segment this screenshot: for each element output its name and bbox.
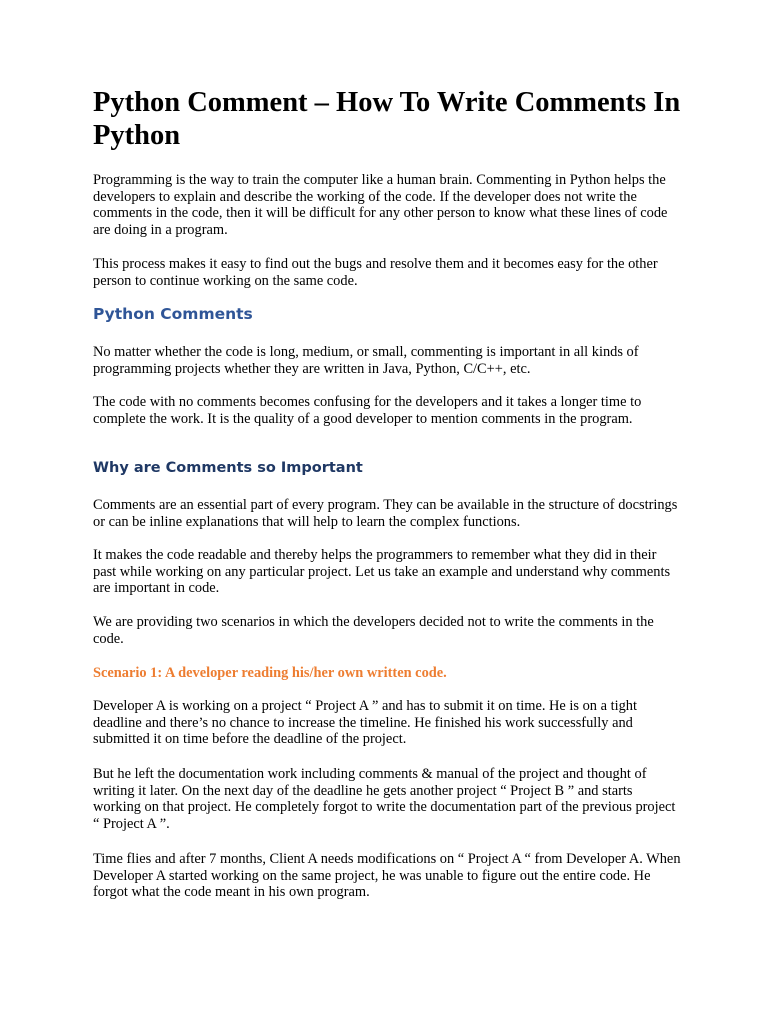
intro-paragraph-2: This process makes it easy to find out the bugs and resolve them and it becomes easy for the other person to continue working on the same code. <box>93 256 658 289</box>
scenario1-heading: Scenario 1: A developer reading his/her own written code. <box>93 665 447 681</box>
section-heading-why-important: Why are Comments so Important <box>93 460 363 476</box>
scenario1-paragraph-3: Time flies and after 7 months, Client A needs modifications on “ Project A “ from Developer A. When Developer A started working on the same project, he was unable to figure out the entire code. He forgot what the code meant in his own program. <box>93 851 681 901</box>
section-heading-python-comments: Python Comments <box>93 305 253 323</box>
section1-paragraph-1: No matter whether the code is long, medium, or small, commenting is important in all kinds of programming projects whether they are written in Java, Python, C/C++, etc. <box>93 344 639 377</box>
scenario1-paragraph-2: But he left the documentation work including comments & manual of the project and thought of writing it later. On the next day of the deadline he gets another project “ Project B ” and starts working on that project. He completely forgot to write the documentation part of the previous project “ Project A ”. <box>93 766 676 833</box>
document-title: Python Comment – How To Write Comments In Python <box>93 87 681 151</box>
section2-paragraph-1: Comments are an essential part of every program. They can be available in the structure of docstrings or can be inline explanations that will help to learn the complex functions. <box>93 497 678 530</box>
section2-paragraph-3: We are providing two scenarios in which the developers decided not to write the comments in the code. <box>93 614 654 647</box>
intro-paragraph-1: Programming is the way to train the computer like a human brain. Commenting in Python helps the developers to explain and describe the working of the code. If the developer does not write the comments in the code, then it will be difficult for any other person to know what these lines of code are doing in a program. <box>93 172 668 239</box>
scenario1-paragraph-1: Developer A is working on a project “ Project A ” and has to submit it on time. He is on a tight deadline and there’s no chance to increase the timeline. He finished his work successfully and submitted it on time before the deadline of the project. <box>93 698 637 748</box>
section1-paragraph-2: The code with no comments becomes confusing for the developers and it takes a longer time to complete the work. It is the quality of a good developer to mention comments in the program. <box>93 394 642 427</box>
section2-paragraph-2: It makes the code readable and thereby helps the programmers to remember what they did in their past while working on any particular project. Let us take an example and understand why comments are important in code. <box>93 547 671 597</box>
